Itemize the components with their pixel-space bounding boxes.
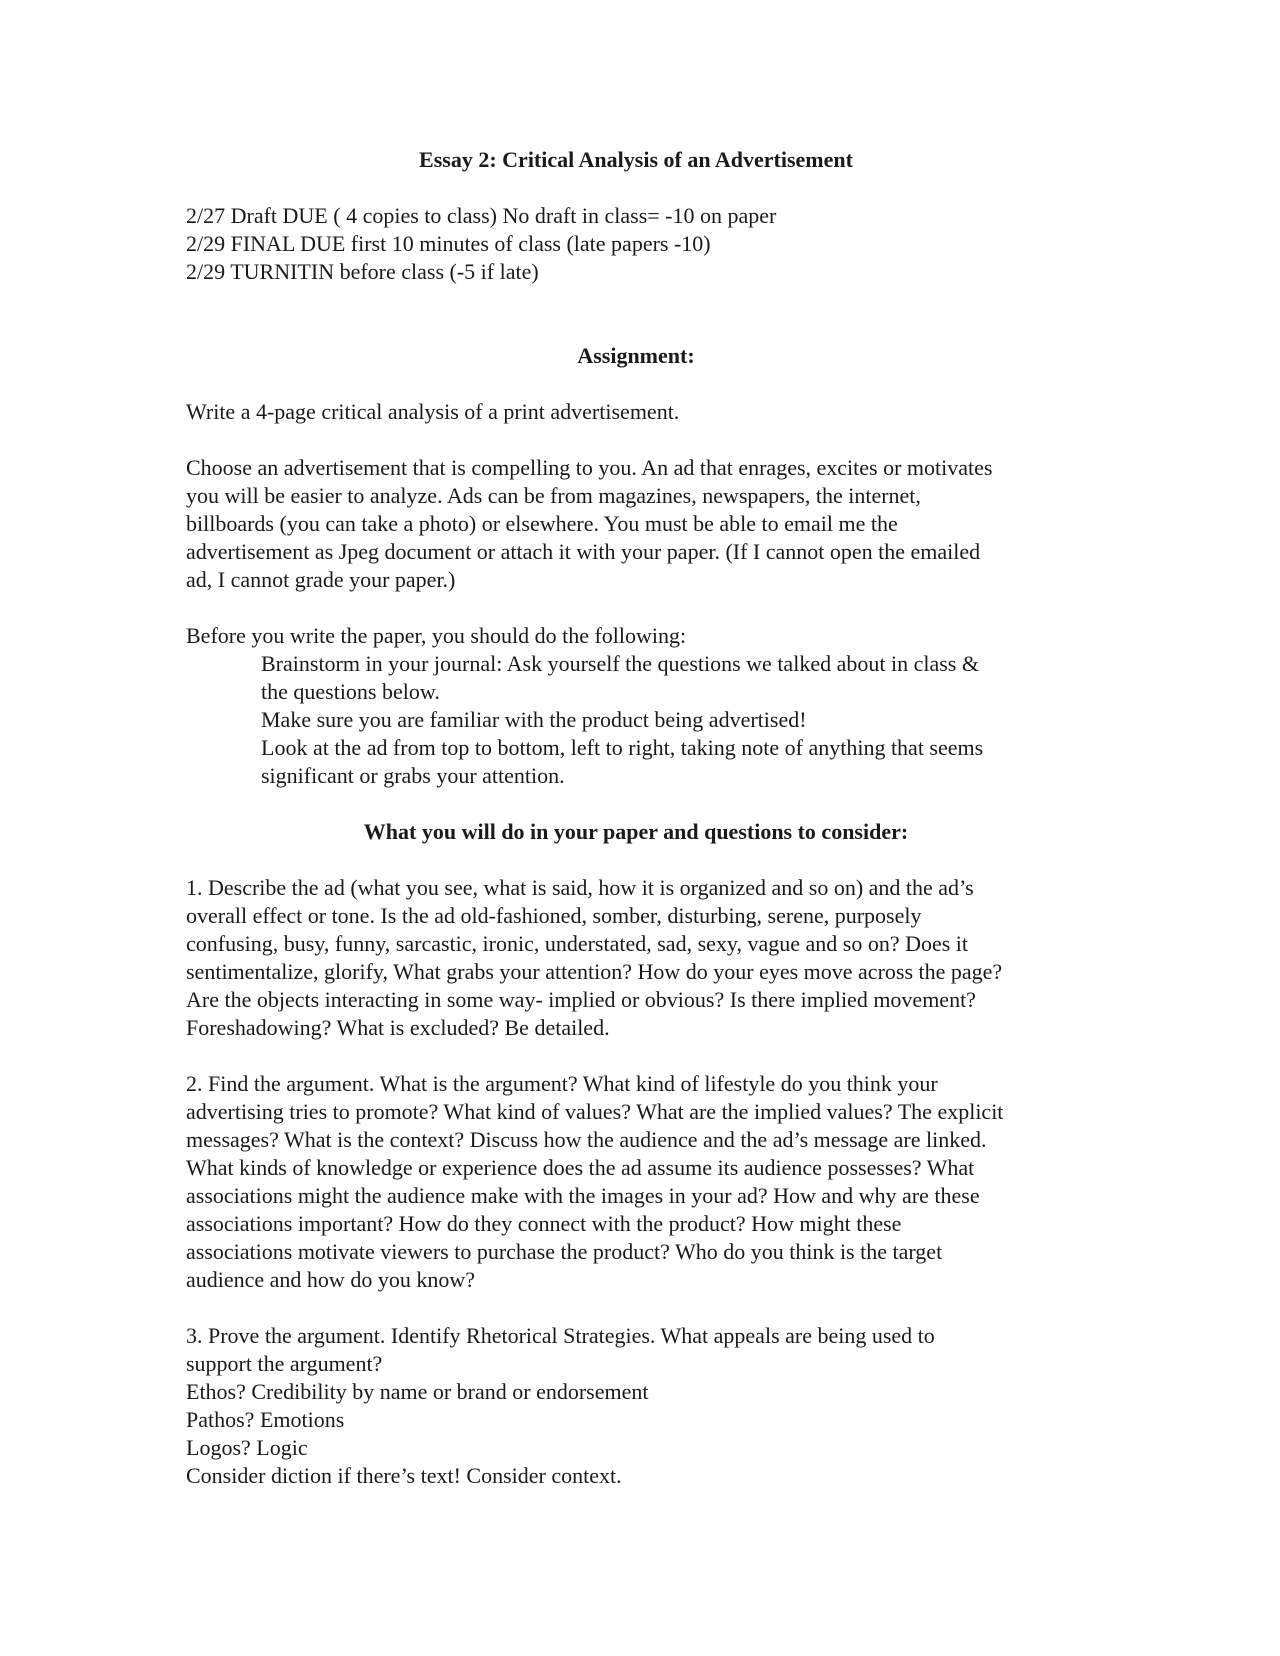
document-title: Essay 2: Critical Analysis of an Advertisement <box>419 147 853 172</box>
section-1-line: Are the objects interacting in some way- implied or obvious? Is there implied movement? <box>186 987 976 1012</box>
section-1-line: Foreshadowing? What is excluded? Be detailed. <box>186 1015 610 1040</box>
choose-paragraph <box>186 454 1086 594</box>
section-2-line: associations important? How do they connect with the product? How might these <box>186 1211 902 1236</box>
section-1-line: 1. Describe the ad (what you see, what is said, how it is organized and so on) and the ad’s <box>186 875 974 900</box>
section-3-line: Logos? Logic <box>186 1435 308 1460</box>
section-2-line: 2. Find the argument. What is the argument? What kind of lifestyle do you think your <box>186 1071 938 1096</box>
assignment-intro: Write a 4-page critical analysis of a print advertisement. <box>186 399 680 424</box>
before-item: Brainstorm in your journal: Ask yourself the questions we talked about in class & <box>261 651 979 676</box>
section-3-line: Pathos? Emotions <box>186 1407 345 1432</box>
due-date-draft: 2/27 Draft DUE ( 4 copies to class) No draft in class= -10 on paper <box>186 203 777 228</box>
choose-line: advertisement as Jpeg document or attach it with your paper. (If I cannot open the emailed <box>186 539 981 564</box>
section-3-line: Consider diction if there’s text! Consider context. <box>186 1463 622 1488</box>
section-2-line: messages? What is the context? Discuss how the audience and the ad’s message are linked. <box>186 1127 987 1152</box>
section-1-line: sentimentalize, glorify, What grabs your attention? How do your eyes move across the page? <box>186 959 1003 984</box>
due-date-final: 2/29 FINAL DUE first 10 minutes of class (late papers -10) <box>186 231 711 256</box>
choose-line: ad, I cannot grade your paper.) <box>186 567 456 592</box>
section-1-line: confusing, busy, funny, sarcastic, ironic, understated, sad, sexy, vague and so on? Does it <box>186 931 969 956</box>
before-item: Look at the ad from top to bottom, left to right, taking note of anything that seems <box>261 735 984 760</box>
section-2-line: advertising tries to promote? What kind of values? What are the implied values? The explicit <box>186 1099 1004 1124</box>
section-3 <box>186 1322 1086 1490</box>
section-2-line: What kinds of knowledge or experience does the ad assume its audience possesses? What <box>186 1155 975 1180</box>
section-1-line: overall effect or tone. Is the ad old-fashioned, somber, disturbing, serene, purposely <box>186 903 922 928</box>
section-3-line: support the argument? <box>186 1351 383 1376</box>
before-item: significant or grabs your attention. <box>261 763 565 788</box>
choose-line: you will be easier to analyze. Ads can be from magazines, newspapers, the internet, <box>186 483 921 508</box>
section-3-line: 3. Prove the argument. Identify Rhetorical Strategies. What appeals are being used to <box>186 1323 935 1348</box>
section-2-line: associations motivate viewers to purchase the product? Who do you think is the target <box>186 1239 943 1264</box>
choose-line: billboards (you can take a photo) or elsewhere. You must be able to email me the <box>186 511 898 536</box>
due-dates <box>186 202 1086 286</box>
document-page <box>186 146 1086 1490</box>
section-2-line: audience and how do you know? <box>186 1267 475 1292</box>
paper-heading: What you will do in your paper and questions to consider: <box>363 819 909 844</box>
section-2 <box>186 1070 1086 1294</box>
before-paragraph <box>186 622 1086 790</box>
before-item: Make sure you are familiar with the product being advertised! <box>261 707 807 732</box>
section-2-line: associations might the audience make with the images in your ad? How and why are these <box>186 1183 980 1208</box>
section-3-line: Ethos? Credibility by name or brand or endorsement <box>186 1379 649 1404</box>
section-1 <box>186 874 1086 1042</box>
before-item: the questions below. <box>261 679 440 704</box>
choose-line: Choose an advertisement that is compelling to you. An ad that enrages, excites or motivates <box>186 455 993 480</box>
before-intro: Before you write the paper, you should do the following: <box>186 623 687 648</box>
assignment-heading: Assignment: <box>577 343 695 368</box>
due-date-turnitin: 2/29 TURNITIN before class (-5 if late) <box>186 259 539 284</box>
